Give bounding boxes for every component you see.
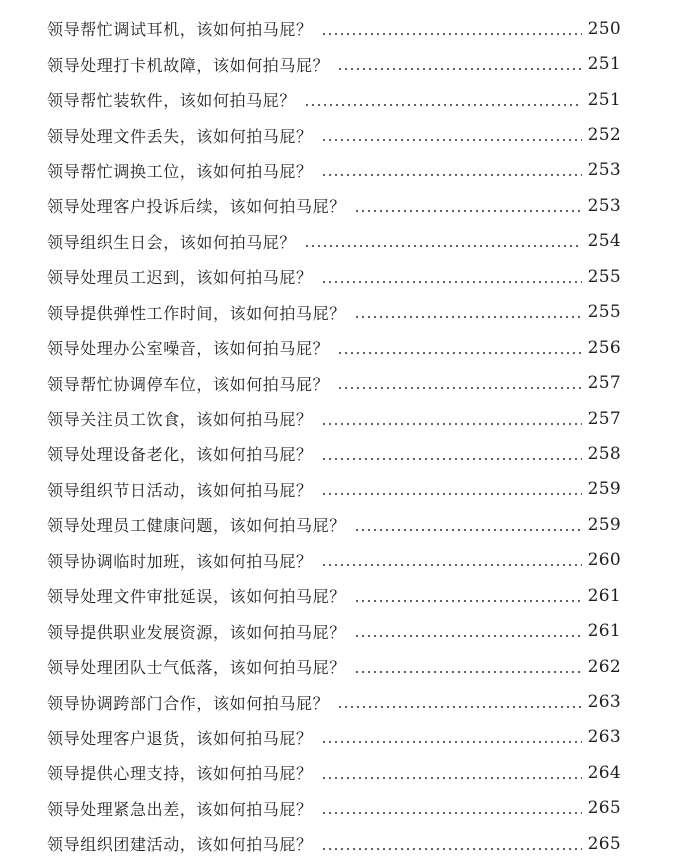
toc-entry[interactable] [0, 613, 677, 648]
toc-entry[interactable] [0, 755, 677, 790]
toc-entry-title: 领导协调跨部门合作，该如何拍马屁？ [47, 693, 330, 713]
toc-entry-page-number: 256 [587, 337, 621, 358]
toc-entry-page-number: 265 [587, 833, 621, 854]
dot-leader [321, 423, 582, 425]
toc-entry-page-number: 258 [587, 443, 621, 464]
toc-entry-page-number: 265 [587, 798, 621, 819]
toc-entry-page-number: 255 [587, 266, 621, 287]
toc-entry[interactable] [0, 11, 677, 46]
toc-entry-title: 领导提供职业发展资源，该如何拍马屁？ [47, 622, 346, 642]
dot-leader [354, 316, 582, 318]
toc-entry-title: 领导帮忙装软件，该如何拍马屁？ [47, 91, 297, 111]
table-of-contents [0, 11, 677, 862]
toc-entry-page-number: 257 [587, 408, 621, 429]
toc-entry-title: 领导处理文件丢失，该如何拍马屁？ [47, 126, 313, 146]
toc-entry[interactable] [0, 649, 677, 684]
toc-entry[interactable] [0, 543, 677, 578]
toc-entry[interactable] [0, 330, 677, 365]
toc-entry-page-number: 263 [587, 692, 621, 713]
toc-entry-page-number: 253 [587, 160, 621, 181]
toc-entry-page-number: 264 [587, 762, 621, 783]
toc-entry[interactable] [0, 791, 677, 826]
toc-entry-page-number: 255 [587, 302, 621, 323]
toc-entry-title: 领导处理文件审批延误，该如何拍马屁？ [47, 587, 346, 607]
dot-leader [337, 387, 581, 389]
toc-entry-title: 领导处理办公室噪音，该如何拍马屁？ [47, 339, 330, 359]
toc-entry-page-number: 251 [587, 54, 621, 75]
toc-entry[interactable] [0, 117, 677, 152]
dot-leader [321, 174, 582, 176]
toc-entry[interactable] [0, 472, 677, 507]
dot-leader [321, 493, 582, 495]
toc-entry[interactable] [0, 684, 677, 719]
toc-entry[interactable] [0, 826, 677, 861]
toc-entry-page-number: 253 [587, 195, 621, 216]
dot-leader [354, 600, 582, 602]
toc-entry[interactable] [0, 153, 677, 188]
toc-entry-page-number: 252 [587, 125, 621, 146]
toc-entry[interactable] [0, 46, 677, 81]
toc-entry-title: 领导处理设备老化，该如何拍马屁？ [47, 445, 313, 465]
toc-entry-title: 领导处理紧急出差，该如何拍马屁？ [47, 799, 313, 819]
toc-entry-page-number: 261 [587, 585, 621, 606]
toc-entry-title: 领导处理客户退货，该如何拍马屁？ [47, 728, 313, 748]
dot-leader [321, 777, 582, 779]
toc-entry[interactable] [0, 295, 677, 330]
toc-entry-page-number: 251 [587, 89, 621, 110]
toc-entry-title: 领导处理员工健康问题，该如何拍马屁？ [47, 516, 346, 536]
toc-entry[interactable] [0, 188, 677, 223]
dot-leader [354, 635, 582, 637]
dot-leader [337, 706, 581, 708]
dot-leader [321, 33, 582, 35]
toc-entry[interactable] [0, 224, 677, 259]
toc-entry[interactable] [0, 365, 677, 400]
dot-leader [321, 139, 582, 141]
toc-entry-title: 领导处理客户投诉后续，该如何拍马屁？ [47, 197, 346, 217]
toc-entry[interactable] [0, 401, 677, 436]
dot-leader [304, 245, 582, 247]
dot-leader [321, 848, 582, 850]
toc-entry-page-number: 254 [587, 231, 621, 252]
dot-leader [321, 564, 582, 566]
dot-leader [354, 671, 582, 673]
toc-entry-title: 领导帮忙调试耳机，该如何拍马屁？ [47, 20, 313, 40]
dot-leader [337, 68, 581, 70]
toc-entry-page-number: 257 [587, 373, 621, 394]
toc-entry-title: 领导关注员工饮食，该如何拍马屁？ [47, 410, 313, 430]
toc-entry-title: 领导处理打卡机故障，该如何拍马屁？ [47, 55, 330, 75]
toc-entry-title: 领导提供弹性工作时间，该如何拍马屁？ [47, 303, 346, 323]
toc-entry-page-number: 259 [587, 514, 621, 535]
toc-entry-title: 领导处理员工迟到，该如何拍马屁？ [47, 268, 313, 288]
toc-entry-title: 领导组织团建活动，该如何拍马屁？ [47, 835, 313, 855]
toc-entry-title: 领导帮忙调换工位，该如何拍马屁？ [47, 161, 313, 181]
toc-entry-page-number: 260 [587, 550, 621, 571]
toc-entry-page-number: 263 [587, 727, 621, 748]
toc-entry-title: 领导组织生日会，该如何拍马屁？ [47, 232, 297, 252]
dot-leader [354, 210, 582, 212]
toc-entry-page-number: 250 [587, 18, 621, 39]
dot-leader [321, 281, 582, 283]
toc-entry-page-number: 259 [587, 479, 621, 500]
toc-entry[interactable] [0, 82, 677, 117]
dot-leader [321, 741, 582, 743]
toc-entry-title: 领导提供心理支持，该如何拍马屁？ [47, 764, 313, 784]
toc-entry[interactable] [0, 720, 677, 755]
toc-entry-title: 领导协调临时加班，该如何拍马屁？ [47, 551, 313, 571]
dot-leader [304, 104, 582, 106]
dot-leader [337, 352, 581, 354]
dot-leader [354, 529, 582, 531]
toc-entry[interactable] [0, 507, 677, 542]
dot-leader [321, 458, 582, 460]
toc-entry-page-number: 262 [587, 656, 621, 677]
dot-leader [321, 812, 582, 814]
toc-entry[interactable] [0, 578, 677, 613]
toc-entry-title: 领导组织节日活动，该如何拍马屁？ [47, 480, 313, 500]
toc-entry-title: 领导帮忙协调停车位，该如何拍马屁？ [47, 374, 330, 394]
toc-entry[interactable] [0, 259, 677, 294]
toc-entry-page-number: 261 [587, 621, 621, 642]
toc-entry[interactable] [0, 436, 677, 471]
toc-entry-title: 领导处理团队士气低落，该如何拍马屁？ [47, 658, 346, 678]
